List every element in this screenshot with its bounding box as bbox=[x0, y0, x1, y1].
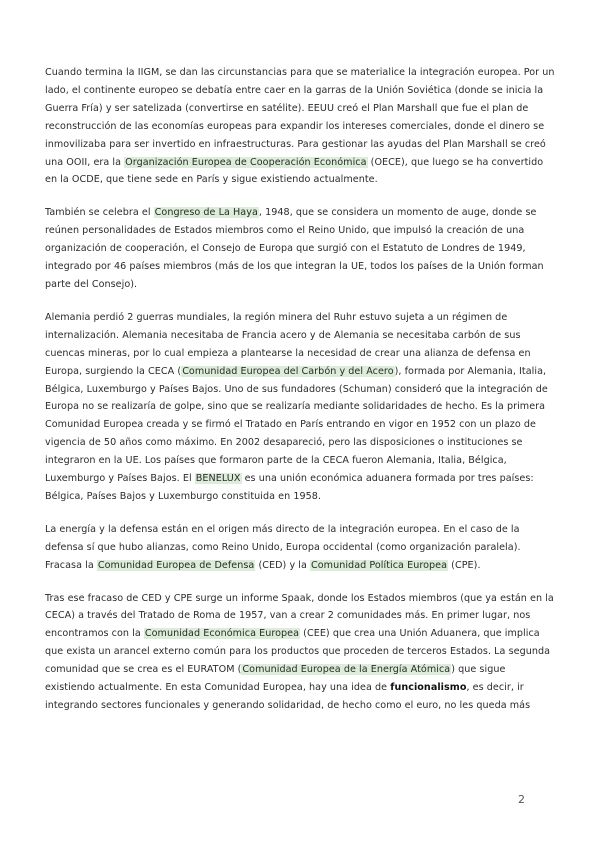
text-segment: Cuando termina la IIGM, se dan las circunstancias para que se materialice la integración europea. Por un lado, el continente europeo se debatía entre caer en la garras de la Unión Soviética (donde se inicia la Guerra Fría) y ser satelizada (convertirse en satélite). EEUU creó el Plan Marshall que fue el plan de reconstrucción de las economías europeas para expandir los intereses comerciales, donde el dinero se inmovilizaba para ser invertido en infraestructuras. Para gestionar las ayudas del Plan Marshall se creó una OOII, era la bbox=[45, 67, 555, 168]
bold-term: funcionalismo bbox=[390, 682, 467, 694]
text-segment: (OECE), que luego se ha convertido en la OCDE, que tiene sede en París y sigue existiendo actualmente. bbox=[45, 156, 544, 186]
text-segment: También se celebra el bbox=[45, 207, 154, 219]
text-segment: , 1948, que se considera un momento de auge, donde se reúnen personalidades de Estados miembros como el Reino Unido, que impulsó la creación de una organización de cooperación, el Consejo de Europa que surgió con el Estatuto de Londres de 1949, integrado por 46 países miembros (más de los que integran la UE, todos los países de la Unión forman parte del Consejo). bbox=[45, 207, 544, 290]
paragraph bbox=[45, 64, 555, 189]
paragraph bbox=[45, 204, 555, 294]
text-segment: ) que sigue existiendo actualmente. En esta Comunidad Europea, hay una idea de bbox=[45, 664, 506, 694]
highlighted-term: Comunidad Europea de la Energía Atómica bbox=[242, 664, 451, 676]
highlighted-term: Comunidad Europea del Carbón y del Acero bbox=[182, 365, 394, 377]
paragraph bbox=[45, 590, 555, 715]
paragraph bbox=[45, 309, 555, 506]
text-segment: (CPE). bbox=[448, 559, 481, 571]
page-number: 2 bbox=[518, 793, 525, 806]
paragraph bbox=[45, 521, 555, 575]
text-segment: Tras ese fracaso de CED y CPE surge un informe Spaak, donde los Estados miembros (que ya están en la CECA) a través del Tratado de Roma de 1957, van a crear 2 comunidades más. En primer lugar, nos encontramos con la bbox=[45, 592, 554, 640]
text-segment: (CEE) que crea una Unión Aduanera, que implica que exista un arancel externo común para los productos que proceden de terceros Estados. La segunda comunidad que se crea es el EURATOM ( bbox=[45, 628, 551, 676]
text-segment: Alemania perdió 2 guerras mundiales, la región minera del Ruhr estuvo sujeta a un régimen de internalización. Alemania necesitaba de Francia acero y de Alemania se necesitaba carbón de sus cuencas mineras, por lo cual empieza a plantearse la necesidad de crear una alianza de defensa en Europa, surgiendo la CECA ( bbox=[45, 311, 531, 377]
highlighted-term: Comunidad Económica Europea bbox=[144, 628, 300, 640]
highlighted-term: Comunidad Política Europea bbox=[311, 559, 448, 571]
highlighted-term: Organización Europea de Cooperación Económica bbox=[125, 156, 367, 168]
text-segment: (CED) y la bbox=[255, 559, 311, 571]
highlighted-term: Comunidad Europea de Defensa bbox=[97, 559, 255, 571]
highlighted-term: BENELUX bbox=[195, 473, 241, 485]
text-segment: ), formada por Alemania, Italia, Bélgica, Luxemburgo y Países Bajos. Uno de sus fundadores (Schuman) consideró que la integración de Europa no se realizaría de golpe, sino que se realizaría mediante solidaridades de hecho. Es la primera Comunidad Europea creada y se firmó el Tratado en París entrando en vigor en 1952 con un plazo de vigencia de 50 años como máximo. En 2002 desapareció, pero las disposiciones o instituciones se integraron en la UE. Los países que formaron parte de la CECA fueron Alemania, Italia, Bélgica, Luxemburgo y Países Bajos. El bbox=[45, 365, 548, 485]
text-segment: , es decir, ir integrando sectores funcionales y generando solidaridad, de hecho como el euro, no les queda más bbox=[45, 682, 531, 711]
text-segment: La energía y la defensa están en el origen más directo de la integración europea. En el caso de la defensa sí que hubo alianzas, como Reino Unido, Europa occidental (como organización paralela). Fracasa la bbox=[45, 523, 521, 571]
text-segment: es una unión económica aduanera formada por tres países: Bélgica, Países Bajos y Luxemburgo constituida en 1958. bbox=[45, 473, 534, 502]
document-page bbox=[45, 64, 555, 730]
highlighted-term: Congreso de La Haya bbox=[154, 207, 258, 219]
